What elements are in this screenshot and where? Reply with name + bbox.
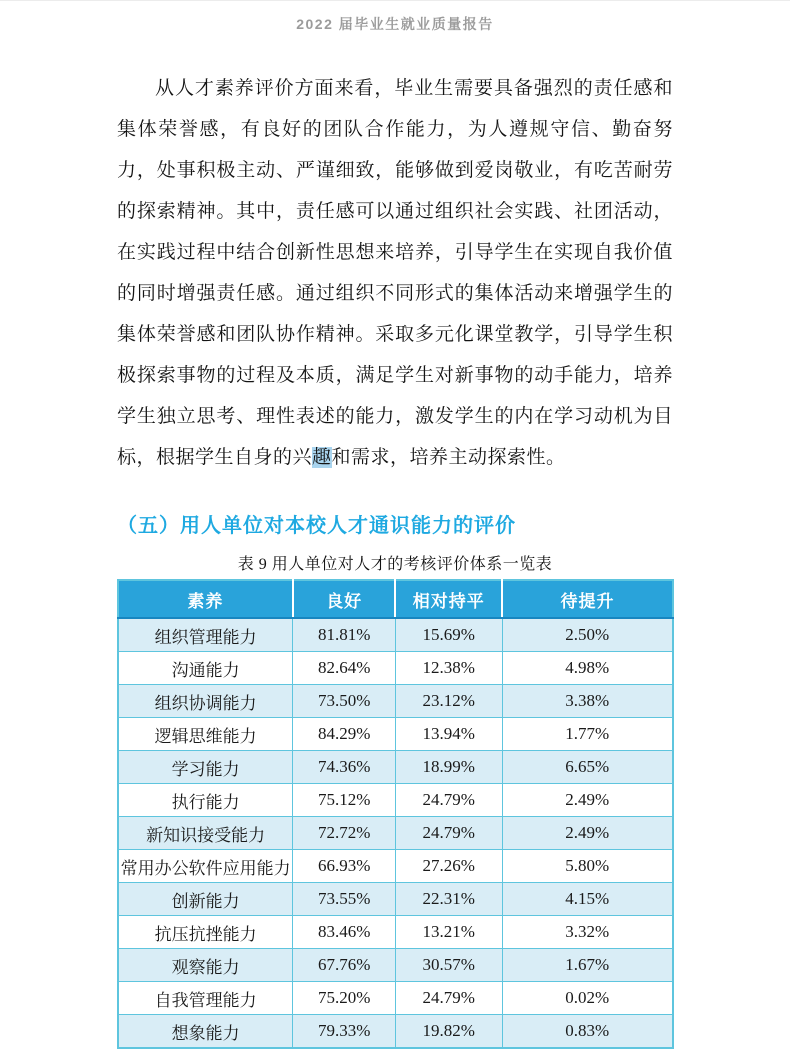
cell-improve: 0.83% (502, 1015, 673, 1049)
cell-neutral: 24.79% (395, 817, 502, 850)
table-row (118, 883, 673, 916)
cell-improve: 4.98% (502, 652, 673, 685)
cell-neutral: 15.69% (395, 618, 502, 652)
table-row (118, 817, 673, 850)
cell-neutral: 23.12% (395, 685, 502, 718)
paragraph-text-before: 从人才素养评价方面来看，毕业生需要具备强烈的责任感和集体荣誉感，有良好的团队合作能力，为人遵规守信、勤奋努力，处事积极主动、严谨细致，能够做到爱岗敬业，有吃苦耐劳的探索精神。其中，责任感可以通过组织社会实践、社团活动，在实践过程中结合创新性思想来培养，引导学生在实现自我价值的同时增强责任感。通过组织不同形式的集体活动来增强学生的集体荣誉感和团队协作精神。采取多元化课堂教学，引导学生积极探索事物的过程及本质，满足学生对新事物的动手能力，培养学生独立思考、理性表述的能力，激发学生的内在学习动机为目标，根据学生自身的兴 (117, 78, 673, 468)
table-row (118, 1015, 673, 1049)
cell-good: 66.93% (293, 850, 396, 883)
cell-neutral: 12.38% (395, 652, 502, 685)
table-row (118, 850, 673, 883)
cell-quality: 组织协调能力 (118, 685, 293, 718)
cell-good: 73.50% (293, 685, 396, 718)
cell-quality: 观察能力 (118, 949, 293, 982)
paragraph-text-after: 和需求，培养主动探索性。 (331, 447, 566, 468)
cell-neutral: 13.94% (395, 718, 502, 751)
cell-quality: 执行能力 (118, 784, 293, 817)
table-row (118, 718, 673, 751)
cell-good: 73.55% (293, 883, 396, 916)
cell-good: 83.46% (293, 916, 396, 949)
highlighted-character: 趣 (312, 447, 332, 468)
cell-improve: 5.80% (502, 850, 673, 883)
cell-good: 82.64% (293, 652, 396, 685)
cell-quality: 自我管理能力 (118, 982, 293, 1015)
cell-good: 74.36% (293, 751, 396, 784)
cell-quality: 常用办公软件应用能力 (118, 850, 293, 883)
cell-neutral: 19.82% (395, 1015, 502, 1049)
cell-neutral: 24.79% (395, 784, 502, 817)
cell-improve: 0.02% (502, 982, 673, 1015)
cell-neutral: 18.99% (395, 751, 502, 784)
page-header (117, 1, 673, 34)
cell-good: 84.29% (293, 718, 396, 751)
cell-neutral: 27.26% (395, 850, 502, 883)
table-row (118, 618, 673, 652)
cell-improve: 2.49% (502, 784, 673, 817)
cell-good: 75.12% (293, 784, 396, 817)
cell-neutral: 13.21% (395, 916, 502, 949)
cell-improve: 2.50% (502, 618, 673, 652)
cell-quality: 组织管理能力 (118, 618, 293, 652)
table-caption: 表 9 用人单位对人才的考核评价体系一览表 (237, 556, 553, 573)
table-header-row (118, 580, 673, 618)
table-row (118, 949, 673, 982)
body-paragraph (117, 68, 673, 478)
cell-good: 81.81% (293, 618, 396, 652)
cell-improve: 2.49% (502, 817, 673, 850)
cell-improve: 4.15% (502, 883, 673, 916)
cell-quality: 学习能力 (118, 751, 293, 784)
cell-neutral: 30.57% (395, 949, 502, 982)
cell-improve: 1.77% (502, 718, 673, 751)
column-header-quality: 素养 (118, 580, 293, 618)
column-header-good: 良好 (293, 580, 396, 618)
cell-quality: 创新能力 (118, 883, 293, 916)
table-row (118, 685, 673, 718)
cell-quality: 想象能力 (118, 1015, 293, 1049)
cell-improve: 1.67% (502, 949, 673, 982)
column-header-neutral: 相对持平 (395, 580, 502, 618)
table-row (118, 916, 673, 949)
cell-quality: 抗压抗挫能力 (118, 916, 293, 949)
table-row (118, 982, 673, 1015)
cell-quality: 逻辑思维能力 (118, 718, 293, 751)
column-header-improve: 待提升 (502, 580, 673, 618)
section-heading: （五）用人单位对本校人才通识能力的评价 (117, 515, 516, 537)
cell-improve: 6.65% (502, 751, 673, 784)
cell-neutral: 22.31% (395, 883, 502, 916)
cell-quality: 新知识接受能力 (118, 817, 293, 850)
cell-quality: 沟通能力 (118, 652, 293, 685)
cell-good: 67.76% (293, 949, 396, 982)
evaluation-table (117, 579, 674, 1049)
page-header-title: 2022 届毕业生就业质量报告 (296, 16, 494, 32)
cell-improve: 3.32% (502, 916, 673, 949)
table-row (118, 784, 673, 817)
cell-neutral: 24.79% (395, 982, 502, 1015)
cell-good: 79.33% (293, 1015, 396, 1049)
table-row (118, 652, 673, 685)
cell-improve: 3.38% (502, 685, 673, 718)
cell-good: 75.20% (293, 982, 396, 1015)
cell-good: 72.72% (293, 817, 396, 850)
table-row (118, 751, 673, 784)
